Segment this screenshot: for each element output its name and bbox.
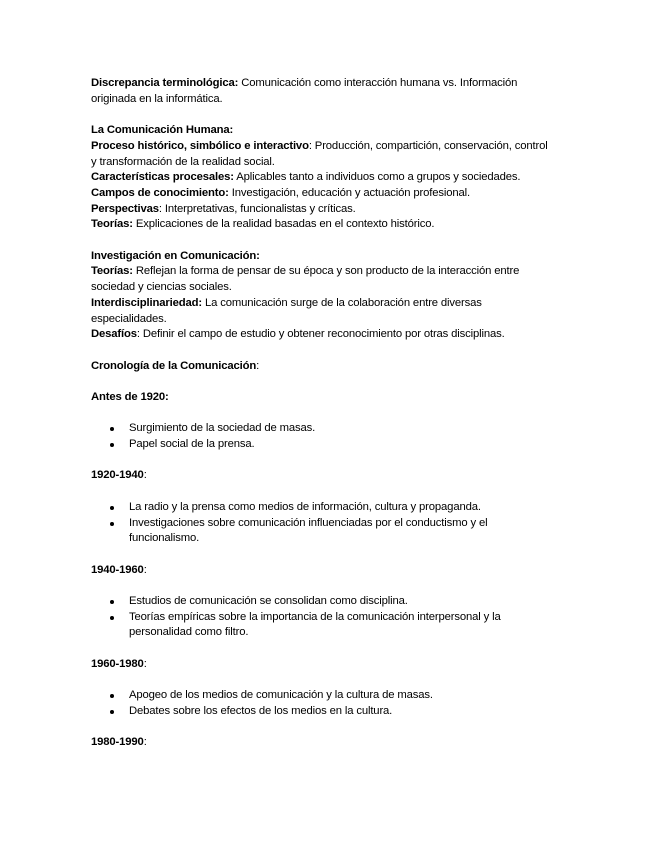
human-item: Perspectivas: Interpretativas, funcionalistas y críticas. xyxy=(91,202,356,215)
human-item: Proceso histórico, simbólico e interactivo: Producción, compartición, conservación, control y transformación de la realidad social. xyxy=(91,139,548,168)
list-item: Surgimiento de la sociedad de masas. xyxy=(91,421,555,437)
period-title: 1960-1980: xyxy=(91,657,147,670)
discrepancy-label: Discrepancia terminológica: xyxy=(91,77,239,89)
list-item: Investigaciones sobre comunicación influenciadas por el conductismo y el funcionalismo. xyxy=(91,516,555,547)
research-item: Teorías: Reflejan la forma de pensar de su época y son producto de la interacción entre sociedad y ciencias sociales. xyxy=(91,265,520,294)
list-item: Estudios de comunicación se consolidan como disciplina. xyxy=(91,594,555,610)
period-bullet-list xyxy=(91,594,555,641)
human-item: Características procesales: Aplicables tanto a individuos como a grupos y sociedades. xyxy=(91,171,521,184)
discrepancy-text: Comunicación como interacción humana vs. Información originada en la informática. xyxy=(91,77,518,105)
research-item: Interdisciplinariedad: La comunicación surge de la colaboración entre diversas especialidades. xyxy=(91,296,482,325)
period-bullet-list xyxy=(91,688,555,719)
research-heading: Investigación en Comunicación: xyxy=(91,249,260,262)
human-communication-heading: La Comunicación Humana: xyxy=(91,124,234,137)
period-title: Antes de 1920: xyxy=(91,391,169,403)
list-item: Teorías empíricas sobre la importancia de la comunicación interpersonal y la personalidad como filtro. xyxy=(91,610,555,641)
list-item: La radio y la prensa como medios de información, cultura y propaganda. xyxy=(91,500,555,516)
list-item: Debates sobre los efectos de los medios en la cultura. xyxy=(91,704,555,720)
list-item: Apogeo de los medios de comunicación y la cultura de masas. xyxy=(91,688,555,704)
research-item: Desafíos: Definir el campo de estudio y obtener reconocimiento por otras disciplinas. xyxy=(91,328,505,341)
period-bullet-list xyxy=(91,500,555,547)
period-title: 1920-1940: xyxy=(91,469,147,482)
period-bullet-list xyxy=(91,421,555,452)
human-item: Campos de conocimiento: Investigación, educación y actuación profesional. xyxy=(91,186,470,199)
human-item: Teorías: Explicaciones de la realidad basadas en el contexto histórico. xyxy=(91,218,435,231)
chronology-heading: Cronología de la Comunicación: xyxy=(91,359,260,372)
period-title: 1940-1960: xyxy=(91,563,147,576)
list-item: Papel social de la prensa. xyxy=(91,437,555,453)
discrepancy-paragraph xyxy=(91,76,555,107)
period-title: 1980-1990: xyxy=(91,736,147,749)
